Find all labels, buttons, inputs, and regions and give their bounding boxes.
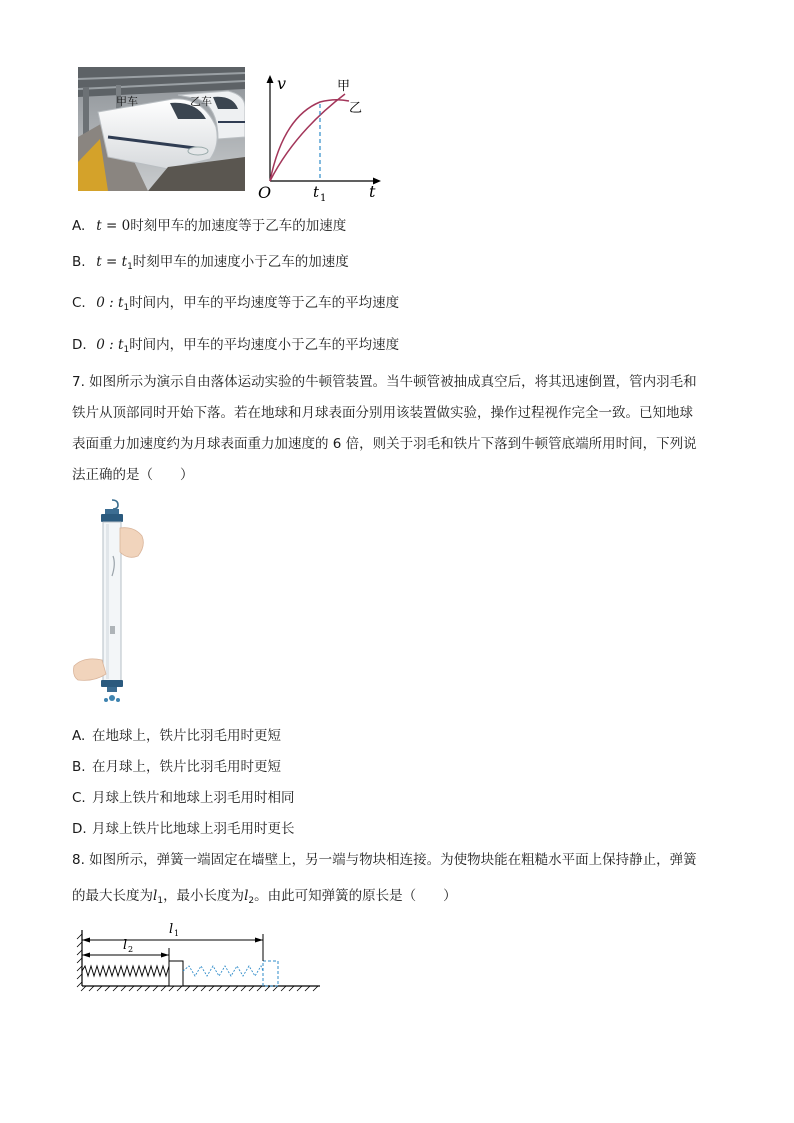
q6-option-a: A. t = 0时刻甲车的加速度等于乙车的加速度 (72, 218, 347, 234)
q7-option-d: D. 月球上铁片比地球上羽毛用时更长 (72, 821, 295, 837)
vt-graph (255, 72, 385, 202)
fig-l1-label: l (169, 922, 174, 937)
q7-stem-line-1: 7. 如图所示为演示自由落体运动实验的牛顿管装置。当牛顿管被抽成真空后，将其迅速倒置，管内羽毛和 (72, 374, 697, 390)
q7-stem-line-2: 铁片从顶部同时开始下落。若在地球和月球表面分别用该装置做实验，操作过程视作完全一致。已知地球 (72, 405, 693, 421)
newton-tube-figure (72, 496, 152, 708)
curve-jia-label: 甲 (337, 79, 351, 94)
photo-label-yi: 乙车 (190, 95, 212, 108)
t-axis-label: t (369, 182, 376, 201)
origin-label: O (258, 183, 272, 202)
q6-option-d: D. 0 : $t_1$时间内，甲车的平均速度小于乙车的平均速度 (72, 337, 400, 355)
photo-label-jia: 甲车 (116, 95, 138, 108)
q7-option-b: B. 在月球上，铁片比羽毛用时更短 (72, 759, 281, 775)
t1-label: t (313, 183, 320, 201)
q8-stem-line-2: 的最大长度为$l_1$，最小长度为$l_2$。由此可知弹簧的原长是（ ） (72, 888, 457, 906)
spring-compressed (82, 966, 169, 976)
train-photo (78, 67, 245, 191)
q6-option-b: B. $t = t_1$时刻甲车的加速度小于乙车的加速度 (72, 254, 349, 272)
block-at-l1 (263, 961, 278, 986)
q7-option-c: C. 月球上铁片和地球上羽毛用时相同 (72, 790, 295, 806)
spring-figure (70, 918, 330, 996)
q8-stem-line-1: 8. 如图所示，弹簧一端固定在墙壁上，另一端与物块相连接。为使物块能在粗糙水平面上保持静止，弹簧 (72, 852, 697, 868)
svg-text:2: 2 (128, 945, 134, 954)
v-axis-label: v (277, 74, 287, 93)
q7-stem-line-3: 表面重力加速度约为月球表面重力加速度的 6 倍，则关于羽毛和铁片下落到牛顿管底端所用时间，下列说 (72, 436, 697, 452)
curve-yi (270, 100, 349, 181)
q6-option-c: C. 0 : $t_1$时间内，甲车的平均速度等于乙车的平均速度 (72, 295, 400, 313)
q7-stem-line-4: 法正确的是（ ） (72, 467, 194, 483)
spring-extended (183, 966, 263, 976)
curve-yi-label: 乙 (349, 101, 363, 116)
fig-l2-label: l (123, 938, 128, 953)
t1-subscript: 1 (320, 193, 327, 202)
l1-var: l (153, 888, 158, 904)
svg-text:1: 1 (174, 929, 180, 938)
l2-var: l (244, 888, 249, 904)
q7-option-a: A. 在地球上，铁片比羽毛用时更短 (72, 728, 281, 744)
block-at-l2 (169, 961, 183, 986)
curve-jia (270, 94, 345, 181)
